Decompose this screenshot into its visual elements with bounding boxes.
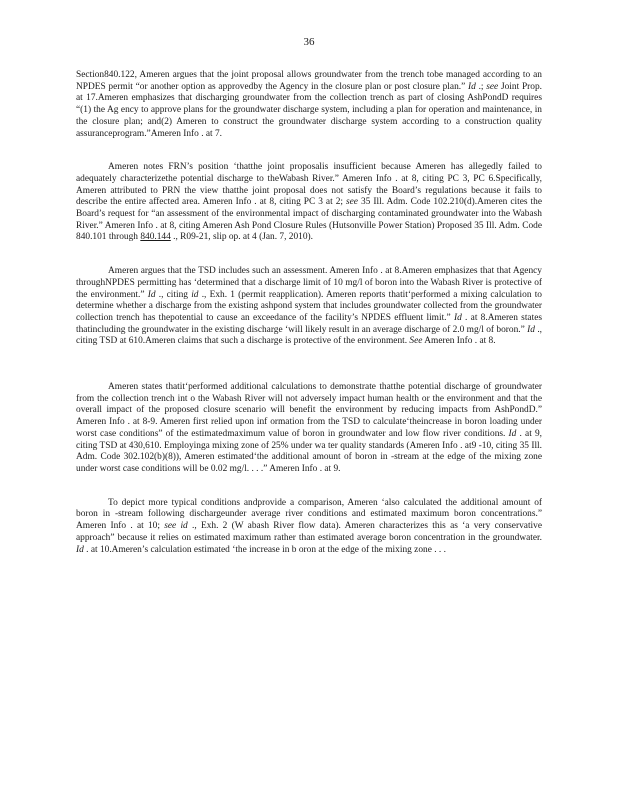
text-run: Ameren argues that the TSD includes such an assessment. Ameren Info . at 8.Ameren emphasizes that that Agency throughNPDES permitting has ‘determined that a discharge limit of 10 mg/l of boron into the Wabash River is protective of the environment.” [76, 266, 542, 300]
paragraph [76, 382, 542, 476]
text-run: .; [475, 81, 487, 92]
citation-signal: Id [508, 428, 517, 439]
citation-signal: see [346, 197, 358, 208]
text-run: ., Exh. 1 (permit reapplication). Ameren reports thatit‘performed a mixing calculation to determine whether a discharge from the existing ashpond system that includes groundwater collected from the groundwater collection trench has thepotential to cause an exceedance of the facility’s NPDES effluent limit.” [76, 289, 542, 323]
text-run: . at 10.Ameren’s calculation estimated ‘the increase in b oron at the edge of the mixing zone . . . [83, 544, 446, 555]
text-run: Ameren Info . at 8. [422, 336, 496, 347]
text-run: Ameren notes FRN’s position ‘thatthe joint proposalis insufficient because Ameren has allegedly failed to adequately characterizethe potential discharge to theWabash River.” Ameren Info . at 8, citing PC 3, PC 6.Specifically, Ameren attributed to PRN the view thatthe joint proposal does not satisfy the Board’s regulations because it fails to describe the entire affected area. Ameren Info . at 8, citing PC 3 at 2; [76, 162, 542, 208]
text-run: ., citing TSD at 610.Ameren claims that such a discharge is protective of the environment. [76, 324, 542, 347]
citation-signal: see [486, 81, 499, 92]
paragraph [76, 162, 542, 244]
text-run: 35 Ill. Adm. Code 102.210(d).Ameren cites the Board’s request for “an assessment of the environmental impact of discharging contaminated groundwater into the Wabash River.” Ameren Info . at 8, citing Ameren Ash Pond Closure Rules (Hutsonville Power Station) Proposed 35 Ill. Adm. Code 840.101 through [76, 197, 542, 243]
text-run: ., Exh. 2 (W abash River flow data). Ameren characterizes this as ‘a very conservative approach” because it relies on estimated maximum rather than estimated average boron concentration in the groundwater. [76, 521, 543, 543]
text-run: ., R09-21, slip op. at 4 (Jan. 7, 2010). [170, 232, 313, 243]
page-number: 36 [303, 36, 315, 48]
body-text [76, 70, 542, 580]
paragraph [76, 70, 542, 140]
text-run: . at 9, citing TSD at 430,610. Employinga mixing zone of 25% under wa ter quality standards (Ameren Info . at9 -10, citing 35 Ill. Adm. Code 302.102(b)(8)), Ameren estimated‘the additional amount of boron in -stream at the edge of the mixing zone under worst case conditions will be 0.02 mg/l. . . .” Ameren Info . at 9. [76, 428, 542, 474]
citation-signal: Id [468, 81, 476, 92]
citation-signal: Id [453, 312, 462, 323]
paragraph [76, 498, 542, 557]
citation-signal: Id [527, 324, 535, 335]
text-run: Ameren states thatit‘performed additional calculations to demonstrate thatthe potential discharge of groundwater from the collection trench int o the Wabash River will not adversely impact human health or the environment and that the overall impact of the proposed closure scenario will benefit the environment by reducing impacts from AshPondD.” Ameren Info . at 8-9. Ameren first relied upon inf ormation from the TSD to calculate‘theincrease in boron loading under worst case conditions” of the estimatedmaximum value of boron in groundwater and low flow river conditions. [76, 382, 542, 439]
underlined-citation: 840.144 [140, 232, 171, 243]
citation-signal: See [409, 336, 423, 347]
citation-signal: see id [164, 521, 188, 532]
paragraph [76, 266, 542, 348]
text-run: Section840.122, Ameren argues that the joint proposal allows groundwater from the trench tobe managed according to an NPDES permit “or another option as approvedby the Agency in the closure plan or post closure plan.” [76, 70, 542, 92]
text-run: ., citing [155, 289, 192, 300]
text-run: Joint Prop. at 17.Ameren emphasizes that discharging groundwater from the collection trench as part of closing AshPondD requires “(1) the Ag ency to approve plans for the groundwater discharge system, including a plan for operation and maintenance, in the closure plan; and(2) Ameren to construct the groundwater discharge system according to a construction quality assuranceprogram.”Ameren Info . at 7. [76, 81, 542, 139]
text-run: To depict more typical conditions andprovide a comparison, Ameren ‘also calculated the additional amount of boron in -stream following dischargeunder average river conditions and estimated maximum boron concentrations.” Ameren Info . at 10; [76, 497, 542, 532]
citation-signal: Id [76, 544, 84, 555]
citation-signal: id [191, 289, 199, 300]
citation-signal: Id [147, 289, 156, 300]
text-run: . at 8.Ameren states thatincluding the groundwater in the existing discharge ‘will likely result in an average discharge of 2.0 mg/l of boron.” [76, 312, 543, 335]
